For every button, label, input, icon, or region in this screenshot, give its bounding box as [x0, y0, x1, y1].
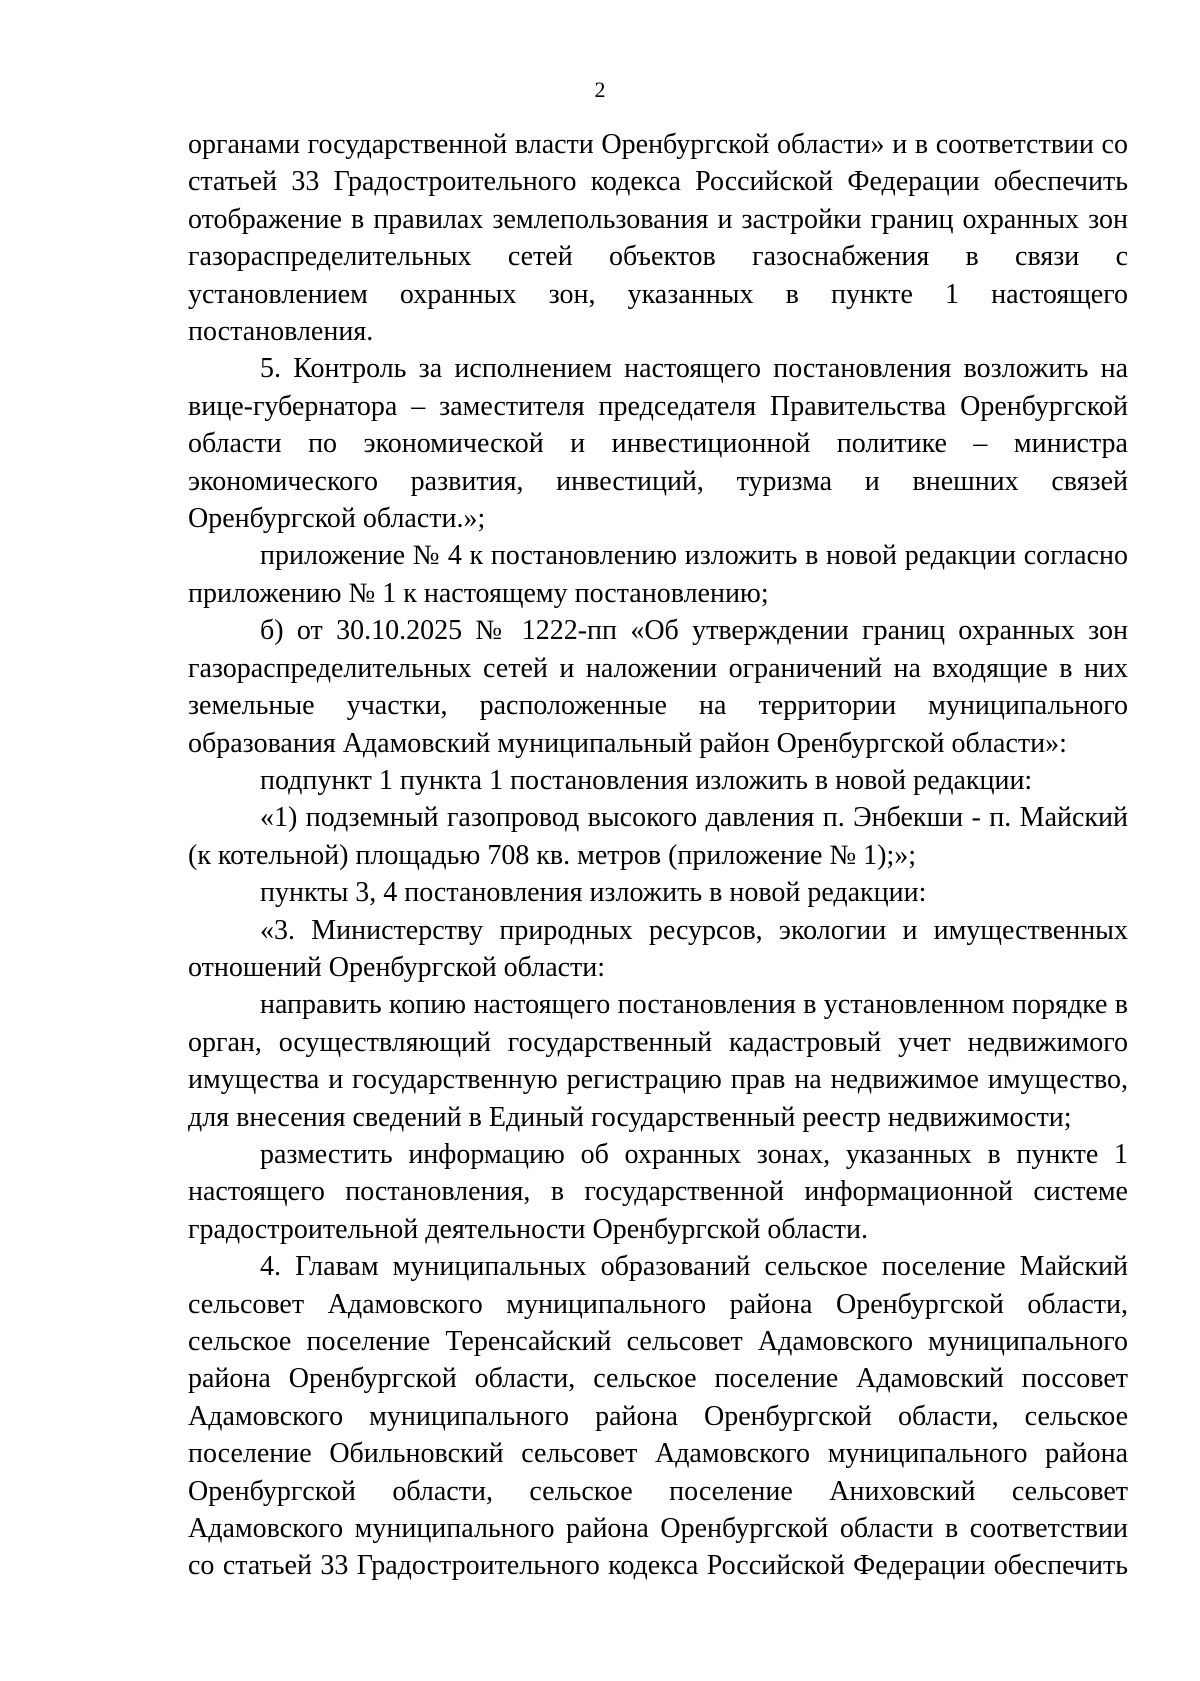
page-number: 2	[594, 77, 606, 102]
paragraph-publish-info: разместить информацию об охранных зонах, указанных в пункте 1 настоящего постановления, в государственной информационной системе градостроительной деятельности Оренбургской области.	[188, 1138, 1128, 1245]
paragraph-item-4-heads: 4. Главам муниципальных образований сельское поселение Майский сельсовет Адамовского муниципального района Оренбургской области, сельское поселение Теренсайский сельсовет Адамовского муниципального района Оренбургской области, сельское поселение Адамовский поссовет Адамовского муниципального района Оренбургской области, сельское поселение Обильновский сельсовет Адамовского муниципального района Оренбургской области, сельское поселение Аниховский сельсовет Адамовского муниципального района Оренбургской области в соответствии со статьей 33 Градостроительного кодекса Российской Федерации обеспечить	[188, 1251, 1128, 1582]
paragraph-item-3-ministry: «3. Министерству природных ресурсов, экологии и имущественных отношений Оренбургской области:	[188, 914, 1128, 983]
paragraph-gas-pipeline: «1) подземный газопровод высокого давления п. Энбекши - п. Майский (к котельной) площадью 708 кв. метров (приложение № 1);»;	[188, 802, 1128, 871]
paragraph-item-5-control: 5. Контроль за исполнением настоящего постановления возложить на вице-губернатора – заместителя председателя Правительства Оренбургской области по экономической и инвестиционной политике – министра экономического развития, инвестиций, туризма и внешних связей Оренбургской области.»;	[188, 353, 1128, 535]
paragraph-send-copy: направить копию настоящего постановления в установленном порядке в орган, осуществляющий государственный кадастровый учет недвижимого имущества и государственную регистрацию прав на недвижимое имущество, для внесения сведений в Единый государственный реестр недвижимости;	[188, 989, 1128, 1133]
paragraph-continuation: органами государственной власти Оренбургской области» и в соответствии со статьей 33 Градостроительного кодекса Российской Федерации обеспечить отображение в правилах землепользования и застройки границ охранных зон газораспределительных сетей объектов газоснабжения в связи с установлением охранных зон, указанных в пункте 1 настоящего постановления.	[188, 129, 1128, 348]
paragraph-points-3-4-edit: пункты 3, 4 постановления изложить в новой редакции:	[260, 877, 927, 909]
paragraph-subitem-b: б) от 30.10.2025 № 1222-пп «Об утверждении границ охранных зон газораспределительных сетей и наложении ограничений на входящие в них земельные участки, расположенные на территории муниципального образования Адамовский муниципальный район Оренбургской области»:	[188, 615, 1128, 759]
paragraph-subpoint-1-edit: подпункт 1 пункта 1 постановления изложить в новой редакции:	[260, 764, 1033, 796]
paragraph-appendix-4: приложение № 4 к постановлению изложить в новой редакции согласно приложению № 1 к настоящему постановлению;	[188, 540, 1128, 609]
document-body	[188, 126, 1128, 1585]
